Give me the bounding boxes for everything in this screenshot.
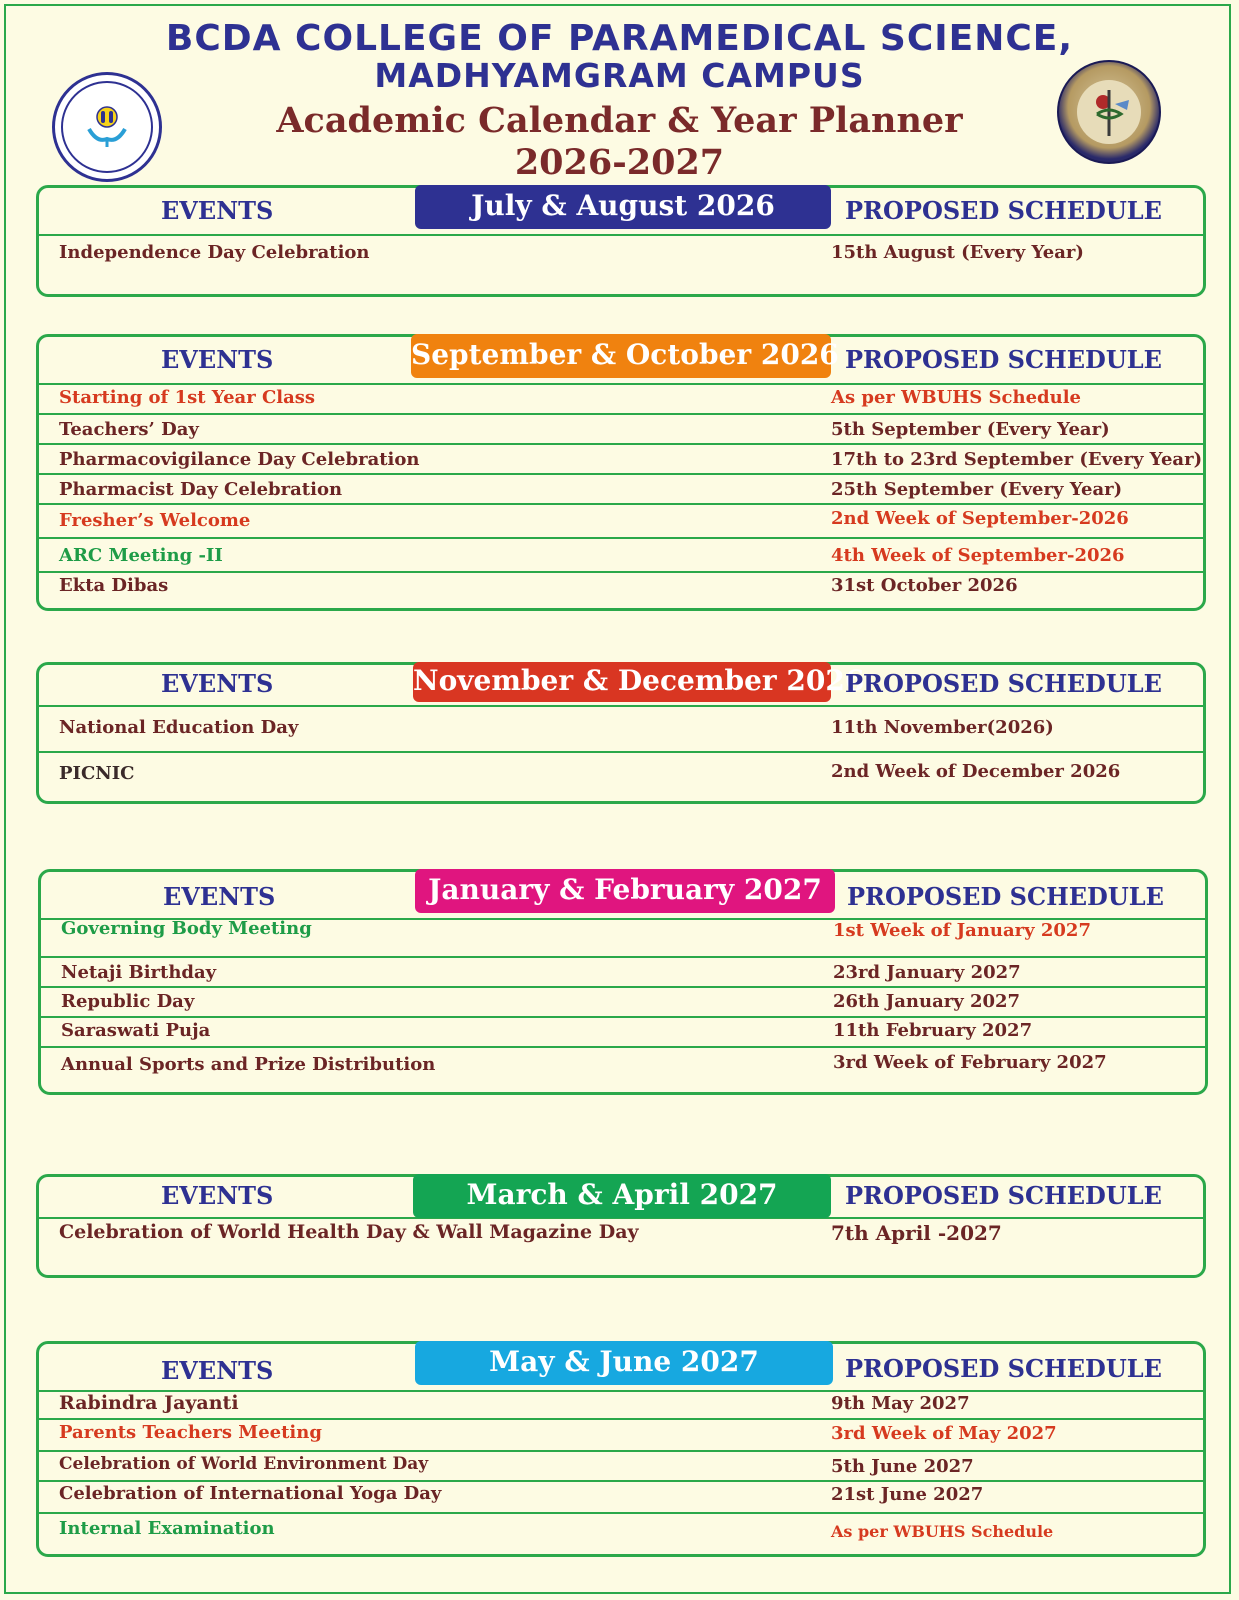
section-mar-apr <box>36 1174 1206 1278</box>
event-schedule: 4th Week of September-2026 <box>831 545 1125 566</box>
event-schedule: 15th August (Every Year) <box>831 242 1084 263</box>
event-name: Pharmacovigilance Day Celebration <box>59 449 420 470</box>
list-item <box>39 573 1203 607</box>
section-header <box>39 337 1203 385</box>
event-name: Independence Day Celebration <box>59 242 370 263</box>
event-schedule: 11th February 2027 <box>833 1020 1033 1041</box>
event-name: Ekta Dibas <box>59 575 169 596</box>
events-label: EVENTS <box>161 1181 274 1210</box>
list-item <box>41 988 1205 1018</box>
event-schedule: As per WBUHS Schedule <box>831 1522 1054 1541</box>
list-item <box>39 505 1203 539</box>
event-name: Governing Body Meeting <box>61 918 312 939</box>
event-schedule: 17th to 23rd September (Every Year) <box>831 449 1203 470</box>
events-label: EVENTS <box>161 196 274 225</box>
event-schedule: 2nd Week of December 2026 <box>831 761 1121 782</box>
section-header <box>41 872 1205 920</box>
schedule-label: PROPOSED SCHEDULE <box>847 882 1164 911</box>
section-sep-oct <box>36 334 1206 611</box>
campus-name: MADHYAMGRAM CAMPUS <box>374 56 865 95</box>
event-schedule: 25th September (Every Year) <box>831 479 1123 500</box>
event-name: Saraswati Puja <box>61 1020 211 1041</box>
events-label: EVENTS <box>161 1356 274 1385</box>
event-schedule: 1st Week of January 2027 <box>833 920 1091 941</box>
event-name: Starting of 1st Year Class <box>59 387 316 408</box>
event-schedule: 5th September (Every Year) <box>831 419 1110 440</box>
month-title: July & August 2026 <box>415 185 831 229</box>
month-title: May & June 2027 <box>415 1341 833 1385</box>
list-item <box>39 753 1203 801</box>
list-item <box>41 1018 1205 1048</box>
academic-year: 2026-2027 <box>514 142 725 183</box>
list-item <box>39 1217 1203 1275</box>
event-name: Celebration of World Environment Day <box>59 1454 429 1474</box>
list-item <box>39 415 1203 445</box>
list-item <box>39 705 1203 753</box>
list-item <box>39 1452 1203 1482</box>
event-name: Rabindra Jayanti <box>59 1392 239 1414</box>
month-title: November & December 2026 <box>413 662 831 702</box>
event-schedule: 3rd Week of February 2027 <box>833 1052 1107 1073</box>
event-name: Fresher’s Welcome <box>59 510 251 531</box>
section-header <box>39 188 1203 236</box>
list-item <box>39 1420 1203 1452</box>
list-item <box>39 445 1203 475</box>
section-header <box>39 1177 1203 1219</box>
month-title: September & October 2026 <box>411 334 831 378</box>
section-header <box>39 665 1203 707</box>
list-item <box>39 539 1203 573</box>
section-jan-feb <box>38 869 1208 1095</box>
event-name: Teachers’ Day <box>59 419 199 440</box>
event-schedule: 11th November(2026) <box>831 717 1054 738</box>
event-name: Parents Teachers Meeting <box>59 1422 322 1443</box>
list-item <box>39 1482 1203 1514</box>
event-name: Celebration of World Health Day & Wall Magazine Day <box>59 1221 639 1243</box>
event-schedule: As per WBUHS Schedule <box>831 387 1082 408</box>
event-name: Internal Examination <box>59 1518 275 1539</box>
events-label: EVENTS <box>163 882 276 911</box>
event-name: Pharmacist Day Celebration <box>59 479 343 500</box>
event-schedule: 9th May 2027 <box>831 1393 970 1414</box>
list-item <box>41 918 1205 958</box>
schedule-label: PROPOSED SCHEDULE <box>845 196 1162 225</box>
list-item <box>39 1514 1203 1554</box>
event-schedule: 3rd Week of May 2027 <box>831 1423 1057 1444</box>
event-schedule: 23rd January 2027 <box>833 962 1021 983</box>
event-name: National Education Day <box>59 717 299 738</box>
event-name: Celebration of International Yoga Day <box>59 1483 442 1504</box>
event-name: ARC Meeting -II <box>59 545 223 566</box>
section-header <box>39 1344 1203 1392</box>
list-item <box>39 234 1203 294</box>
month-title: March & April 2027 <box>413 1174 831 1218</box>
list-item <box>39 383 1203 415</box>
event-schedule: 26th January 2027 <box>833 991 1021 1012</box>
event-schedule: 5th June 2027 <box>831 1456 974 1477</box>
section-jul-aug <box>36 185 1206 297</box>
event-name: Republic Day <box>61 991 195 1012</box>
event-schedule: 21st June 2027 <box>831 1484 984 1505</box>
section-nov-dec <box>36 662 1206 804</box>
event-schedule: 7th April -2027 <box>831 1221 1002 1245</box>
list-item <box>39 475 1203 505</box>
list-item <box>39 1390 1203 1420</box>
month-title: January & February 2027 <box>415 869 835 913</box>
schedule-label: PROPOSED SCHEDULE <box>845 1354 1162 1383</box>
event-schedule: 2nd Week of September-2026 <box>831 508 1129 529</box>
schedule-label: PROPOSED SCHEDULE <box>845 669 1162 698</box>
events-label: EVENTS <box>161 669 274 698</box>
event-name: Annual Sports and Prize Distribution <box>61 1054 436 1075</box>
section-may-jun <box>36 1341 1206 1557</box>
event-name: PICNIC <box>59 763 135 784</box>
schedule-label: PROPOSED SCHEDULE <box>845 345 1162 374</box>
event-name: Netaji Birthday <box>61 962 217 983</box>
page-title: Academic Calendar & Year Planner <box>276 100 963 141</box>
list-item <box>41 958 1205 988</box>
event-schedule: 31st October 2026 <box>831 575 1018 596</box>
college-name: BCDA COLLEGE OF PARAMEDICAL SCIENCE, <box>165 18 1074 59</box>
schedule-label: PROPOSED SCHEDULE <box>845 1181 1162 1210</box>
events-label: EVENTS <box>161 345 274 374</box>
list-item <box>41 1048 1205 1092</box>
